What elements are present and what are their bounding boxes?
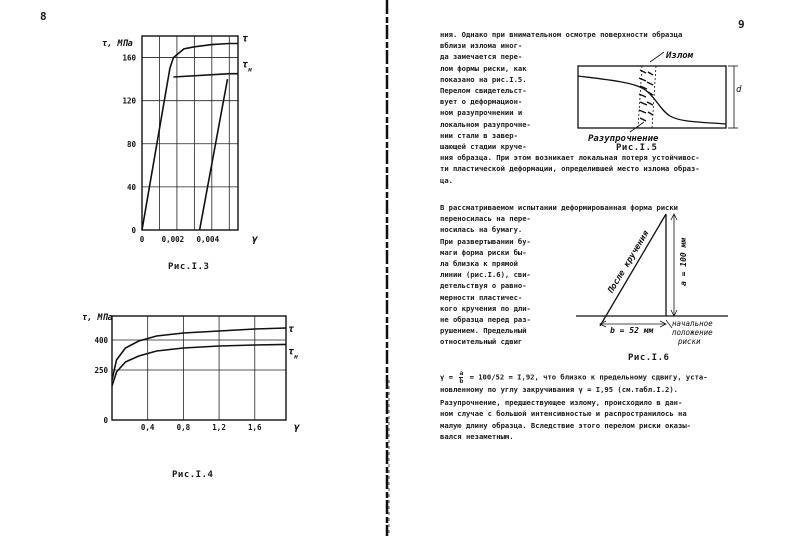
text-line: ния образца. При этом возникает локальная потеря устойчивос- xyxy=(440,153,700,163)
chart-fig-1-3 xyxy=(100,22,270,247)
series-label: τ xyxy=(288,324,295,335)
series-label: τ xyxy=(242,59,249,71)
x-tick-label: 0,4 xyxy=(140,423,155,432)
x-tick-label: 0,004 xyxy=(196,235,220,244)
text-line: да замечается пере- xyxy=(440,52,523,62)
fig-1-6-caption: Рис.I.6 xyxy=(628,353,670,363)
initial-label-1: начальное xyxy=(672,319,713,328)
formula-line xyxy=(440,370,708,385)
diameter-label: d xyxy=(736,85,742,95)
y-tick-label: 400 xyxy=(94,336,108,345)
text-line: В рассматриваемом испытании деформированная форма риски xyxy=(440,203,678,212)
series-label-subscript: н xyxy=(294,352,298,361)
text-line: новленному по углу закручивания γ = I,95 (см.табл.I.2). xyxy=(440,385,678,394)
text-line: мерности пластичес- xyxy=(440,292,523,302)
base-label: b = 52 мм xyxy=(610,326,654,335)
text-line: детельствуя о равно- xyxy=(440,281,527,291)
series-line xyxy=(142,44,238,231)
y-tick-label: 80 xyxy=(126,139,136,149)
spine-shadow xyxy=(383,0,391,536)
text-line: ном случае с большой интенсивностью и распространилось на xyxy=(440,409,687,419)
figure-1-6-unrolled xyxy=(568,212,740,354)
neck-leader xyxy=(650,52,664,62)
formula-numerator: a xyxy=(459,369,464,377)
x-tick-label: 1,2 xyxy=(212,423,226,432)
text-line: ца. xyxy=(440,175,453,185)
scratch-line xyxy=(578,76,726,124)
text-line: Перелом свидетельст- xyxy=(440,86,527,96)
text-line: нии стали в завер- xyxy=(440,130,518,140)
y-axis-label: τ, МПа xyxy=(82,313,113,323)
initial-label-2: положение xyxy=(672,328,713,337)
text-line: шающей стадии круче- xyxy=(440,142,527,152)
x-tick-label: 0,8 xyxy=(176,423,191,432)
text-line: вует о деформацион- xyxy=(440,97,523,107)
x-tick-label: 0,002 xyxy=(161,235,185,244)
series-label: τ xyxy=(242,33,249,45)
series-line xyxy=(112,344,286,386)
plot-frame xyxy=(142,36,238,230)
series-label-subscript: н xyxy=(248,65,252,74)
text-line: Разупрочнение, предшествующее излому, происходило в дан- xyxy=(440,398,683,408)
text-line: ти пластической деформации, определившей место излома образ- xyxy=(440,164,700,174)
text-line: вблизи излома иног- xyxy=(440,41,523,51)
text-line: лом формы риски, как xyxy=(440,63,527,73)
formula-fraction xyxy=(459,370,463,385)
trace-after-twisting xyxy=(600,214,666,326)
x-tick-label: 0 xyxy=(139,235,145,244)
formula-rest: = 100/52 = I,92, что близко к предельному сдвигу, уста- xyxy=(469,372,708,382)
series-line xyxy=(200,79,228,230)
series-line xyxy=(112,328,286,380)
y-tick-label: 250 xyxy=(94,366,108,375)
book-spine xyxy=(383,0,391,536)
text-line: ла близка к прямой xyxy=(440,259,518,269)
y-tick-label: 40 xyxy=(126,182,136,192)
formula-denominator: b xyxy=(459,377,464,385)
text-line: носилась на бумагу. xyxy=(440,225,523,235)
formula-gamma: γ = xyxy=(440,372,453,382)
text-line: показано на рис.I.5. xyxy=(440,74,527,84)
text-line: ния. Однако при внимательном осмотре поверхности образца xyxy=(440,30,683,39)
right-page-number: 9 xyxy=(738,18,745,31)
y-tick-label: 0 xyxy=(103,416,108,425)
text-line: ном разупрочнении и xyxy=(440,108,523,118)
softening-label: Разупрочнение xyxy=(588,134,659,143)
y-tick-label: 0 xyxy=(131,226,136,235)
text-line: малую длину образца. Вследствие этого перелом риски оказы- xyxy=(440,420,691,430)
text-line: локальном разупрочне- xyxy=(440,119,531,129)
text-line: При развертывании бу- xyxy=(440,236,531,246)
paragraph-3 xyxy=(440,384,691,442)
x-axis-label: γ xyxy=(294,422,301,433)
initial-label-3: риски xyxy=(678,337,701,346)
neck-label: Излом xyxy=(666,51,694,61)
chart-fig-1-4 xyxy=(82,308,312,433)
series-line xyxy=(173,74,238,77)
fig-1-4-caption: Рис.I.4 xyxy=(172,470,214,480)
text-line: маги форма риски бы- xyxy=(440,247,527,257)
series-label: τ xyxy=(288,346,295,358)
fig-1-3-caption: Рис.I.3 xyxy=(168,262,210,272)
height-label: a = 100 мм xyxy=(679,237,688,286)
text-line: рушением. Предельный xyxy=(440,326,527,336)
left-page-number: 8 xyxy=(40,10,47,23)
x-axis-label: γ xyxy=(252,234,259,245)
text-line: относительный сдвиг xyxy=(440,337,523,347)
trace-label: После кручения xyxy=(605,228,652,296)
x-tick-label: 1,6 xyxy=(247,423,262,432)
y-tick-label: 160 xyxy=(122,53,136,63)
fig-1-5-caption: Рис.I.5 xyxy=(616,143,658,153)
y-axis-label: τ, МПа xyxy=(102,39,133,49)
text-line: линии (рис.I.6), сви- xyxy=(440,270,531,280)
softening-leader xyxy=(630,122,644,132)
text-line: не образца перед раз- xyxy=(440,315,531,325)
text-line: вался незаметным. xyxy=(440,431,514,441)
y-tick-label: 120 xyxy=(122,96,136,106)
figure-1-5-specimen xyxy=(570,48,750,143)
text-line: переносилась на пере- xyxy=(440,214,531,224)
text-line: кого кручения по дли- xyxy=(440,303,531,313)
